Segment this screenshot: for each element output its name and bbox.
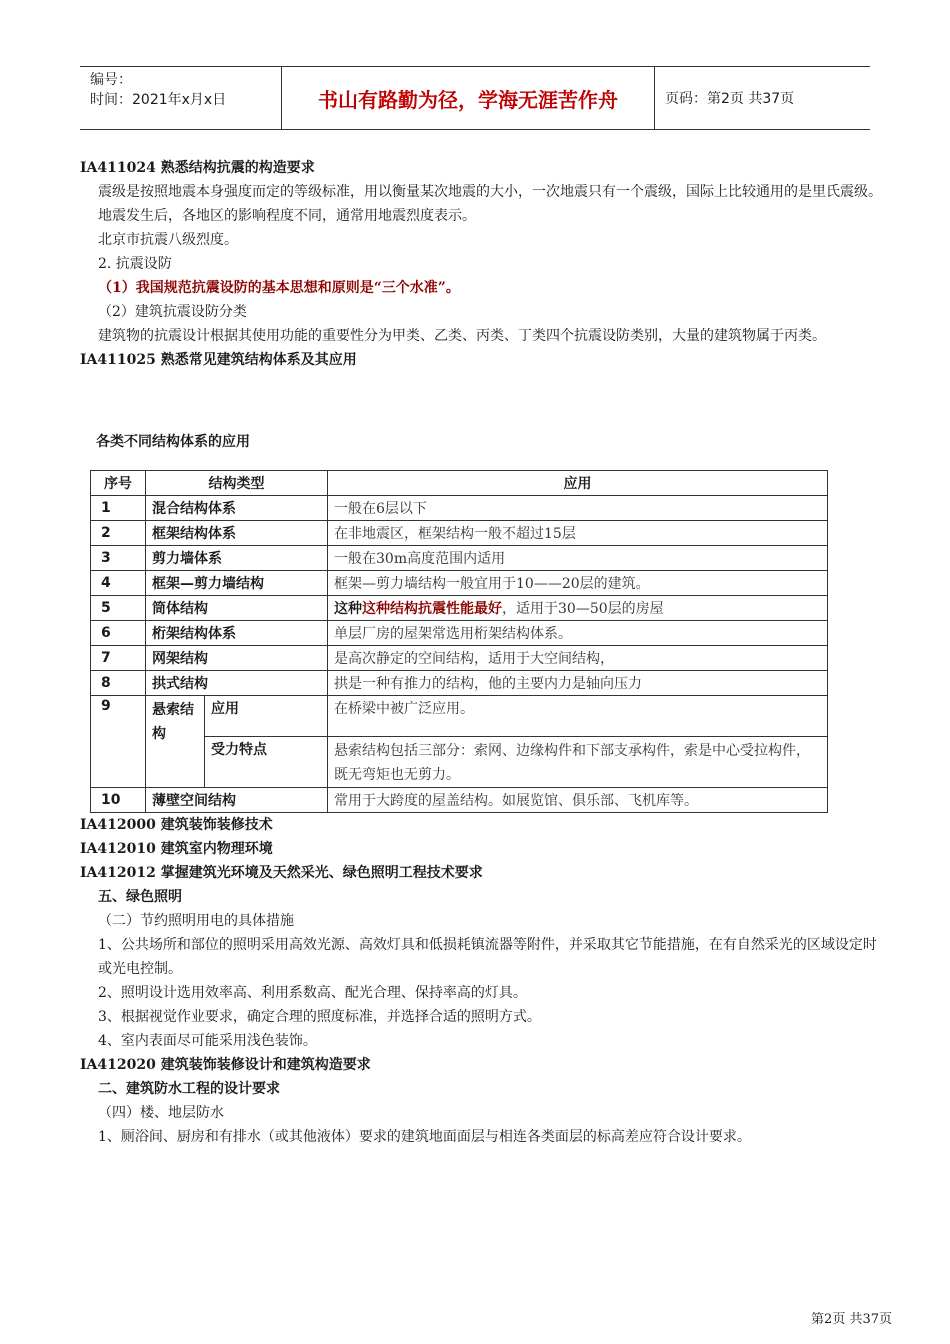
app-rest: ，适用于30—50层的房屋 — [502, 601, 664, 617]
paragraph: 1、厕浴间、厨房和有排水（或其他液体）要求的建筑地面面层与相连各类面层的标高差应符合设计要求。 — [98, 1129, 751, 1145]
row-app: 在非地震区，框架结构一般不超过15层 — [328, 521, 828, 546]
table-row — [91, 788, 828, 813]
row-app: 悬索结构包括三部分：索网、边缘构件和下部支承构件，索是中心受拉构件，既无弯矩也无剪力。 — [328, 737, 828, 788]
paragraph: 2、照明设计选用效率高、利用系数高、配光合理、保持率高的灯具。 — [98, 985, 527, 1001]
subheading: （四）楼、地层防水 — [98, 1105, 224, 1121]
table-caption: 各类不同结构体系的应用 — [96, 434, 250, 450]
paragraph: 震级是按照地震本身强度而定的等级标准，用以衡量某次地震的大小，一次地震只有一个震级，国际上比较通用的是里氏震级。 — [98, 184, 882, 200]
col-header-no: 序号 — [91, 471, 146, 496]
row-app: 框架—剪力墙结构一般宜用于10——20层的建筑。 — [328, 571, 828, 596]
paragraph: 建筑物的抗震设计根据其使用功能的重要性分为甲类、乙类、丙类、丁类四个抗震设防类别，大量的建筑物属于丙类。 — [98, 328, 826, 344]
row-no: 3 — [91, 546, 146, 571]
col-header-app: 应用 — [328, 471, 828, 496]
row-no: 9 — [91, 696, 146, 788]
table-row — [91, 496, 828, 521]
row-type: 框架—剪力墙结构 — [146, 571, 328, 596]
row-subtype: 应用 — [205, 696, 328, 737]
header-motto: 书山有路勤为径，学海无涯苦作舟 — [282, 67, 655, 129]
paragraph: 北京市抗震八级烈度。 — [98, 232, 238, 248]
row-no: 6 — [91, 621, 146, 646]
row-no: 1 — [91, 496, 146, 521]
row-type: 框架结构体系 — [146, 521, 328, 546]
table-row — [91, 571, 828, 596]
row-app: 是高次静定的空间结构，适用于大空间结构， — [328, 646, 828, 671]
number-label: 编号： — [90, 72, 132, 88]
table-row — [91, 621, 828, 646]
row-no: 8 — [91, 671, 146, 696]
row-type: 网架结构 — [146, 646, 328, 671]
row-app: 一般在6层以下 — [328, 496, 828, 521]
paragraph: 2. 抗震设防 — [98, 256, 172, 272]
header-page-label: 页码：第2页 共37页 — [665, 91, 795, 107]
row-no: 2 — [91, 521, 146, 546]
section-title: IA411024 熟悉结构抗震的构造要求 — [80, 160, 315, 176]
subheading: （二）节约照明用电的具体措施 — [98, 913, 294, 929]
table-row — [91, 696, 828, 737]
table-row — [91, 546, 828, 571]
section-title: IA411025 熟悉常见建筑结构体系及其应用 — [80, 352, 357, 368]
page-header — [80, 66, 870, 130]
paragraph: 3、根据视觉作业要求，确定合理的照度标准，并选择合适的照明方式。 — [98, 1009, 541, 1025]
header-info — [80, 67, 282, 129]
row-type: 拱式结构 — [146, 671, 328, 696]
row-no: 4 — [91, 571, 146, 596]
row-no: 5 — [91, 596, 146, 621]
time-label: 时间：2021年x月x日 — [90, 92, 227, 108]
col-header-type: 结构类型 — [146, 471, 328, 496]
table-row — [91, 646, 828, 671]
paragraph: （2）建筑抗震设防分类 — [98, 304, 247, 320]
section-title: IA412010 建筑室内物理环境 — [80, 841, 273, 857]
table-row — [91, 521, 828, 546]
row-type: 混合结构体系 — [146, 496, 328, 521]
row-type: 筒体结构 — [146, 596, 328, 621]
row-no: 7 — [91, 646, 146, 671]
paragraph: 地震发生后，各地区的影响程度不同，通常用地震烈度表示。 — [98, 208, 476, 224]
subheading: 二、建筑防水工程的设计要求 — [98, 1081, 280, 1097]
row-app — [328, 596, 828, 621]
table-row — [91, 596, 828, 621]
table-row — [91, 671, 828, 696]
row-no: 10 — [91, 788, 146, 813]
subheading: 五、绿色照明 — [98, 889, 182, 905]
row-type: 薄壁空间结构 — [146, 788, 328, 813]
section-title: IA412020 建筑装饰装修设计和建筑构造要求 — [80, 1057, 371, 1073]
row-app: 常用于大跨度的屋盖结构。如展览馆、俱乐部、飞机库等。 — [328, 788, 828, 813]
table-header-row — [91, 471, 828, 496]
document-body — [80, 156, 890, 1149]
section-title: IA412000 建筑装饰装修技术 — [80, 817, 273, 833]
row-type: 桁架结构体系 — [146, 621, 328, 646]
highlight-paragraph: （1）我国规范抗震设防的基本思想和原则是“三个水准”。 — [98, 280, 460, 296]
structure-table — [90, 470, 828, 813]
row-app: 单层厂房的屋架常选用桁架结构体系。 — [328, 621, 828, 646]
row-app: 一般在30m高度范围内适用 — [328, 546, 828, 571]
row-subtype: 受力特点 — [205, 737, 328, 788]
row-app: 在桥梁中被广泛应用。 — [328, 696, 828, 737]
row-type: 剪力墙体系 — [146, 546, 328, 571]
row-app: 拱是一种有推力的结构，他的主要内力是轴向压力 — [328, 671, 828, 696]
paragraph: 1、公共场所和部位的照明采用高效光源、高效灯具和低损耗镇流器等附件，并采取其它节能措施，在有自然采光的区域设定时或光电控制。 — [98, 937, 877, 977]
paragraph: 4、室内表面尽可能采用浅色装饰。 — [98, 1033, 317, 1049]
page-footer: 第2页 共37页 — [811, 1312, 892, 1327]
emphasis-text: 这种这种结构抗震性能最好 — [334, 601, 502, 617]
row-type: 悬索结构 — [146, 696, 205, 788]
section-title: IA412012 掌握建筑光环境及天然采光、绿色照明工程技术要求 — [80, 865, 483, 881]
